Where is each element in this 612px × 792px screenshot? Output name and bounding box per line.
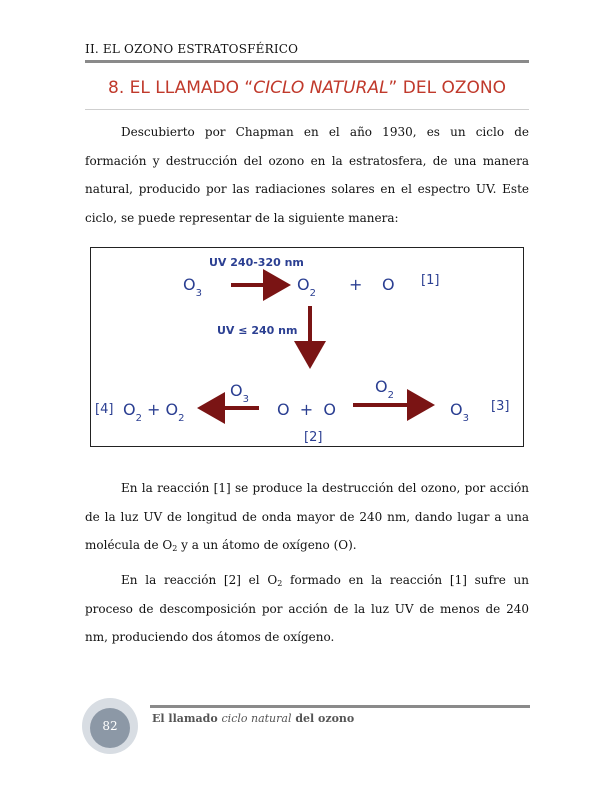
chapman-cycle-diagram (90, 247, 524, 447)
o3-above-left: $O_3$ (230, 381, 249, 405)
reaction-4-label: [4] (95, 402, 114, 417)
o-plus-o: O + O (277, 400, 336, 419)
o3-right: $O_3$ (450, 400, 469, 424)
uv-240-320-label: UV 240-320 nm (209, 256, 304, 269)
o2-above-right: $O_2$ (375, 377, 394, 401)
footer-label-a: El llamado (152, 712, 222, 725)
page-number-circle (90, 708, 130, 748)
reaction-2-label: [2] (304, 430, 323, 445)
p3-text-a: En la reacción [2] el O (121, 573, 278, 587)
title-rule (85, 109, 529, 110)
p2-text-b: y a un átomo de oxígeno (O). (177, 538, 357, 552)
title-suffix: ” DEL OZONO (388, 78, 506, 98)
header-rule (85, 60, 529, 63)
title-prefix: 8. EL LLAMADO “ (108, 78, 254, 98)
footer-label (152, 712, 354, 725)
diagram-svg (91, 248, 525, 448)
footer-label-italic: ciclo natural (221, 712, 292, 725)
page-number: 82 (102, 719, 118, 733)
footer-label-b: del ozono (291, 712, 355, 725)
section-title (85, 78, 529, 98)
paragraph-reaction-2 (85, 566, 529, 652)
p2-text-a: En la reacción [1] se produce la destrucción del ozono, por acción de la luz UV de longitud de onda mayor de 240 nm, dando lugar a una molécula de O (85, 481, 529, 552)
intro-paragraph (85, 118, 529, 232)
o2-plus-o2: $O_2 + O_2$ (123, 400, 185, 424)
title-italic: CICLO NATURAL (253, 78, 389, 98)
o2-product: $O_2$ (297, 275, 316, 299)
uv-240-label: UV ≤ 240 nm (217, 324, 298, 337)
paragraph-reaction-1 (85, 474, 529, 560)
p3-subscript: 2 (277, 579, 283, 588)
p3-text-b: formado en la reacción [1] sufre un proceso de descomposición por acción de la luz UV de menos de 240 nm, produciendo dos átomos de oxígeno. (85, 573, 529, 644)
reaction-3-label: [3] (491, 399, 510, 414)
p2-subscript: 2 (172, 544, 178, 553)
o-product: O (382, 275, 395, 294)
footer-rule (150, 705, 530, 708)
o3-reactant: $O_3$ (183, 275, 202, 299)
plus-sign: + (349, 275, 363, 294)
running-header: II. EL OZONO ESTRATOSFÉRICO (85, 42, 299, 56)
intro-text: Descubierto por Chapman en el año 1930, es un ciclo de formación y destrucción del ozono en la estratosfera, de una manera natural, producido por las radiaciones solares en el espectro UV. Este ciclo, se puede representar de la siguiente manera: (85, 125, 529, 225)
page-number-badge (82, 698, 138, 754)
reaction-1-label: [1] (421, 273, 440, 288)
